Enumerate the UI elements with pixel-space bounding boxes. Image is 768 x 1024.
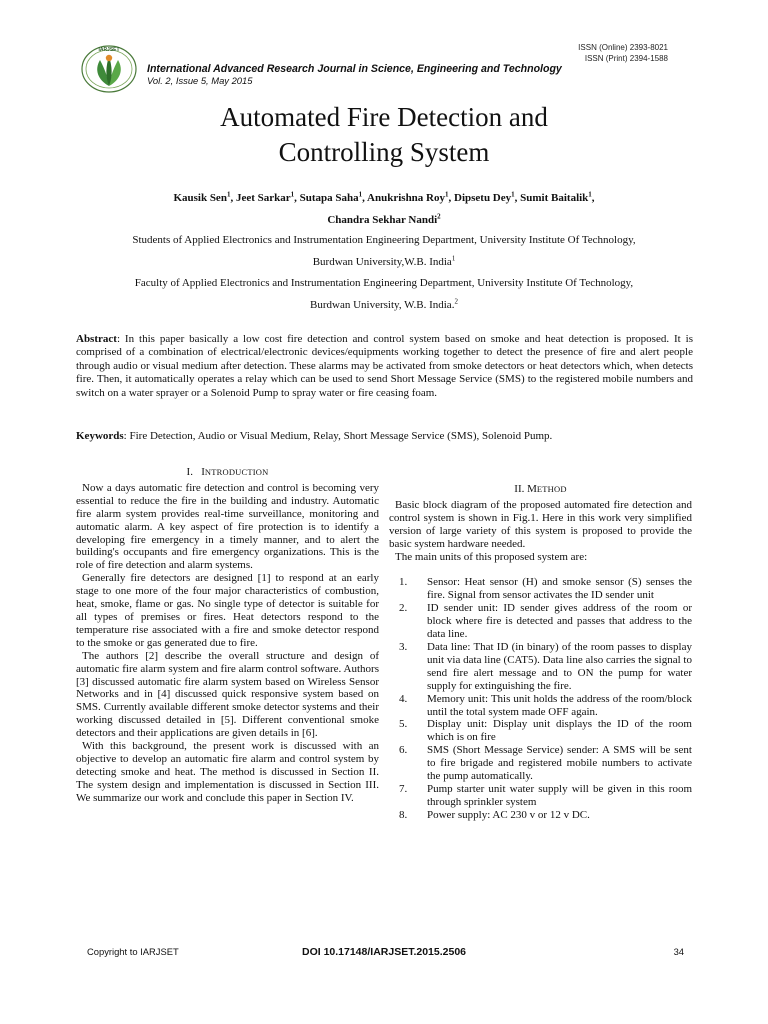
abstract-text: : In this paper basically a low cost fire detection and control system based on smoke and heat detection is proposed. It is comprised of a combination of electrical/electronic devices/equipments working together to detect the presence of fire and alert people through audio or visual medium after detection. These alarms may be activated from smoke detectors or heat detectors which, when detects fire. Then, it automatically operates a relay which can be used to send Short Message Service (SMS) to the registered mobile numbers and switch on a water sprayer or a Solenoid Pump to spray water or fire ceasing foam. <box>76 333 693 399</box>
footer-doi: DOI 10.17148/IARJSET.2015.2506 <box>301 946 467 958</box>
section-heading-method: II. METHOD <box>514 483 567 495</box>
section-heading-introduction: I. INTRODUCTION <box>186 466 269 478</box>
list-item: 5. Display unit: Display unit displays the ID of the room which is on fire <box>399 718 692 744</box>
paper-title <box>0 100 768 170</box>
list-item: 1. Sensor: Heat sensor (H) and smoke sensor (S) senses the fire. Signal from sensor activates the ID sender unit <box>399 576 692 602</box>
keywords-text: : Fire Detection, Audio or Visual Medium, Relay, Short Message Service (SMS), Solenoid Pump. <box>123 430 553 442</box>
units-list <box>389 576 692 821</box>
abstract <box>76 333 693 400</box>
issn-online: ISSN (Online) 2393-8021 <box>578 43 668 52</box>
affiliation-2-line-1: Faculty of Applied Electronics and Instrumentation Engineering Department, University Institute Of Technology, <box>134 277 634 289</box>
journal-volume: Vol. 2, Issue 5, May 2015 <box>147 75 253 86</box>
author-line-1 <box>60 187 708 209</box>
issn-print: ISSN (Print) 2394-1588 <box>584 54 668 63</box>
author: Anukrishna Roy$^1$, <box>367 190 454 204</box>
logo-text: IARJSET <box>98 47 120 53</box>
method-paragraph-1: Basic block diagram of the proposed automated fire detection and control system is shown in Fig.1. Here in this work very simplified version of large variety of this system is proposed to provide the basic system hardware needed. <box>389 498 692 550</box>
author: Jeet Sarkar$^1$, <box>235 190 300 204</box>
author: Chandra Sekhar Nandi$^2$ <box>327 212 441 226</box>
list-item: 8. Power supply: AC 230 v or 12 v DC. <box>399 808 590 821</box>
intro-paragraph-2: Generally fire detectors are designed [1] to respond at an early stage to one more of the four major characteristics of combustion, heat, smoke, flame or gas. No single type of detector is suitable for all types of premises or fires. Heat detectors respond to the temperature rise associated with a fire and smoke detector respond to the smoke or gas generated due to fire. <box>76 572 379 649</box>
author: Dipsetu Dey$^1$, <box>454 190 521 204</box>
author: Kausik Sen$^1$, <box>173 190 236 204</box>
author-line-2 <box>60 209 708 231</box>
issn-block <box>578 42 668 64</box>
intro-paragraph-3: The authors [2] describe the overall structure and design of automatic fire alarm system and fire alarm control software. Authors [3] discussed automatic fire alarm system based on Wireless Sensor Networks and in [4] discussed quick responsive system based on SMS. Currently available different smoke detector systems and their working discussed detailed in [5]. Different conventional smoke detectors and their applications are given details in [6]. <box>76 649 379 740</box>
intro-paragraph-1: Now a days automatic fire detection and control is becoming very essential to reduce the fire in the building and industry. Automatic fire alarm system provides real-time surveillance, monitoring and automatic alarm. A key aspect of fire protection is to identify a developing fire emergency in a timely manner, and to alert the building's occupants and fire emergency organizations. This is the role of fire detection and alarm systems. <box>76 481 379 572</box>
title-line-1: Automated Fire Detection and <box>220 102 548 132</box>
author: Sumit Baitalik$^1$, <box>520 190 595 204</box>
intro-paragraph-4: With this background, the present work is discussed with an objective to develop an automatic fire alarm and control system by detecting smoke and heat. The method is discussed in Section II. The system design and implementation is discussed in Section III. We summarize our work and conclude this paper in Section IV. <box>76 740 379 804</box>
footer-page-number: 34 <box>673 946 684 957</box>
list-item: 6. SMS (Short Message Service) sender: A SMS will be sent to fire brigade and registered mobile numbers to activate the pump automatically. <box>399 744 692 783</box>
affiliations <box>60 230 708 316</box>
list-item: 3. Data line: That ID (in binary) of the room passes to display unit via data line (CAT5). Data line also carries the signal to send fire alert message and to ON the pump for water supply for extinguishing the fire. <box>399 640 692 692</box>
journal-name: International Advanced Research Journal in Science, Engineering and Technology <box>147 63 562 75</box>
affiliation-1-line-2: Burdwan University,W.B. India$^1$ <box>312 253 456 268</box>
method-paragraph-2: The main units of this proposed system are: <box>395 550 588 563</box>
author: Sutapa Saha$^1$, <box>299 190 368 204</box>
affiliation-2-line-2: Burdwan University, W.B. India.$^2$ <box>310 296 458 311</box>
author-list <box>60 187 708 231</box>
journal-logo-icon <box>80 42 138 94</box>
footer-copyright: Copyright to IARJSET <box>87 946 179 957</box>
right-column <box>389 483 692 822</box>
keywords-label: Keywords <box>76 430 124 442</box>
keywords <box>76 429 693 443</box>
affiliation-1-line-1: Students of Applied Electronics and Instrumentation Engineering Department, University Institute Of Technology, <box>132 234 636 246</box>
abstract-label: Abstract <box>76 333 117 345</box>
list-item: 7. Pump starter unit water supply will be given in this room through sprinkler system <box>399 782 692 808</box>
left-column <box>76 466 379 805</box>
title-line-2: Controlling System <box>278 137 490 167</box>
list-item: 4. Memory unit: This unit holds the address of the room/block until the total system made OFF again. <box>399 692 692 718</box>
list-item: 2. ID sender unit: ID sender gives address of the room or block where fire is detected and passes that address to the data line. <box>399 602 692 641</box>
